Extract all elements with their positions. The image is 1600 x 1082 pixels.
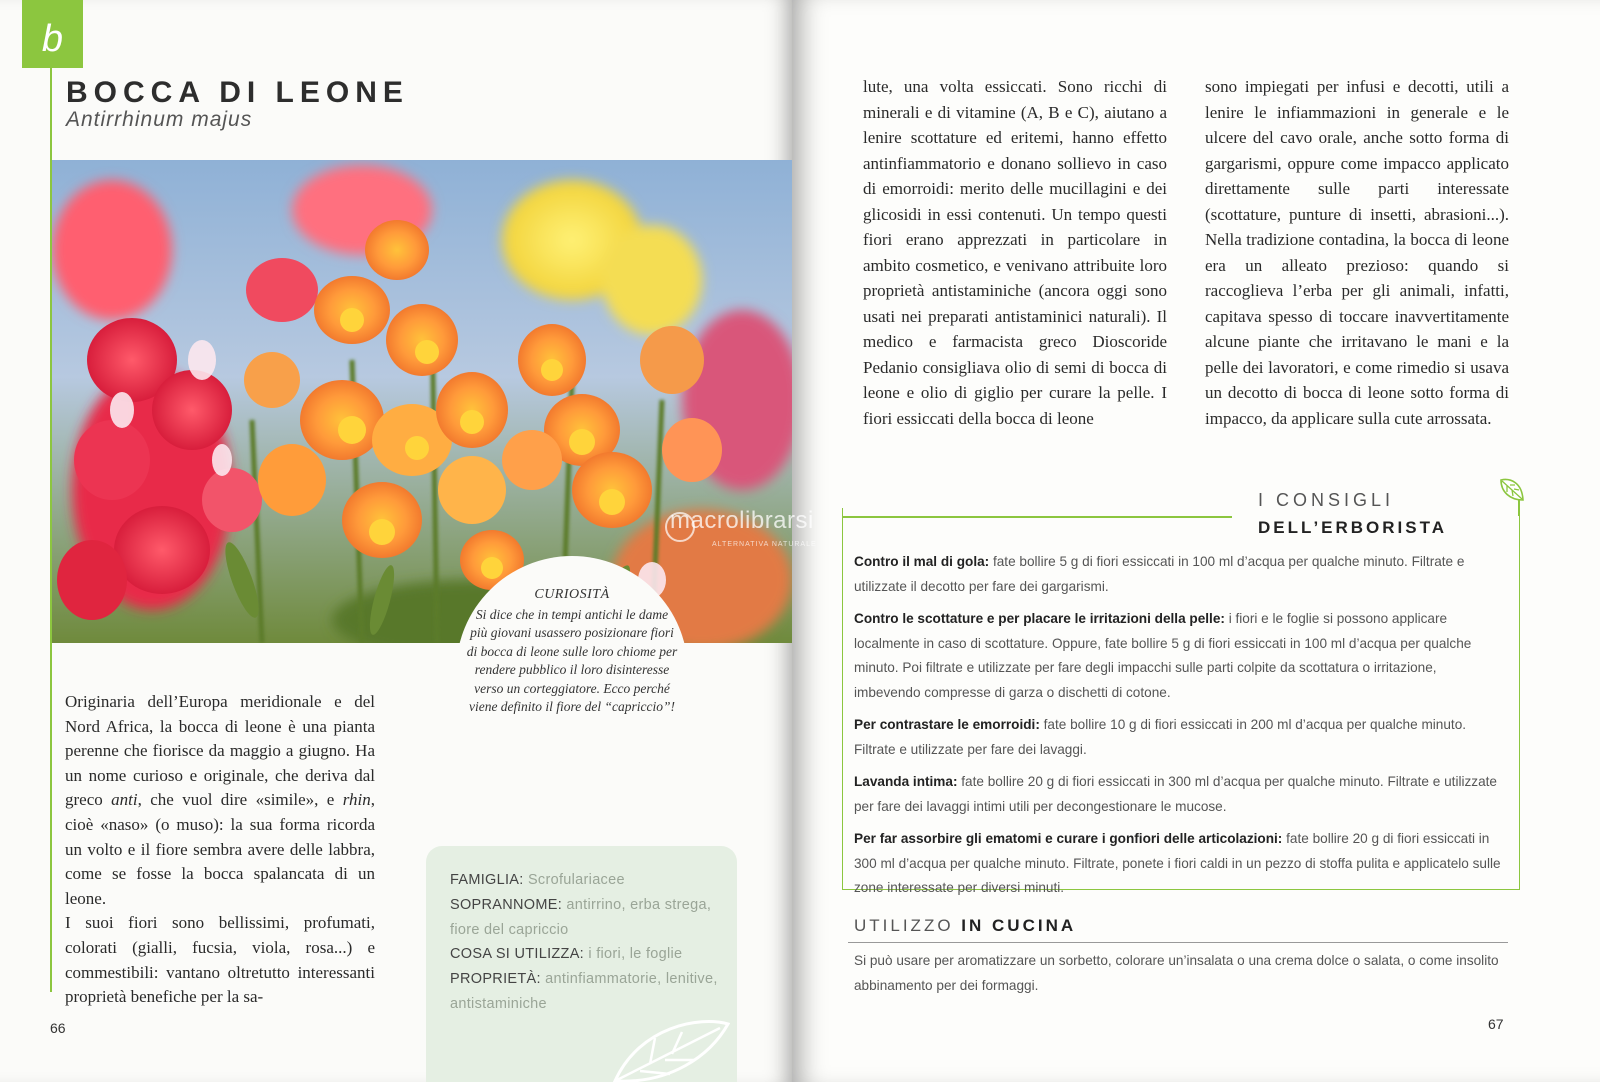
info-value: antinfiammatorie, lenitive, antistaminiche (450, 971, 718, 1012)
plant-info-box (426, 846, 737, 1082)
page-subtitle: Antirrhinum majus (66, 108, 253, 131)
consigli-list (854, 550, 1504, 909)
utilizzo-heading-bold: IN CUCINA (961, 916, 1077, 935)
page-number-right: 67 (1488, 1016, 1504, 1032)
consiglio-item (854, 713, 1504, 762)
intro-text (65, 690, 375, 1010)
utilizzo-text: Si può usare per aromatizzare un sorbetto, colorare un’insalata o una crema dolce o salata, o come insolito abbinamento per dei formaggi. (854, 953, 1499, 993)
right-page (792, 0, 1600, 1082)
info-label: PROPRIETÀ: (450, 971, 541, 988)
info-label: SOPRANNOME: (450, 896, 563, 913)
watermark-tagline: ALTERNATIVA NATURALE (712, 541, 817, 548)
leaf-icon (1498, 476, 1526, 504)
watermark-brand: macrolibrarsi (670, 507, 814, 534)
column-2-paragraph: sono impiegati per infusi e decotti, utili a lenire le infiammazioni in generale e le ulcere del cavo orale, anche sotto forma di gargarismi, oppure come impacco applicato direttamente sulle parti interessate (scottature, punture di insetti, abrasioni...). Nella tradizione contadina, la bocca di leone era un alleato prezioso: quando si raccoglieva l’erba per gli animali, infatti, capitava spesso di toccare inavvertitamente alcune piante che irritavano le mani e la pelle dei lavoratori, e come rimedio si usava un decotto di bocca di leone sotto forma di impacco, da applicare sulla cute arrossata. (1205, 77, 1509, 428)
page-number-left: 66 (50, 1020, 66, 1036)
info-proprieta (450, 967, 720, 1017)
consiglio-text: fate bollire 5 g di fiori essiccati in 100 ml d’acqua per qualche minuto. Filtrate e utilizzate il decotto per fare dei gargarismi. (854, 554, 1465, 594)
consigli-heading-bold: DELL’ERBORISTA (1258, 518, 1448, 537)
info-value: Scrofulariacee (527, 872, 625, 888)
info-label: FAMIGLIA: (450, 872, 524, 888)
intro-text-part: , cioè «naso» (o muso): la sua forma ricorda un volto e il fiore sembra avere delle labbra, come se fosse la bocca spalancata di un leone. (65, 790, 375, 908)
column-1-paragraph: lute, una volta essiccati. Sono ricchi di minerali e di vitamine (A, B e C), aiutano a lenire scottature ed eritemi, hanno effetto antinfiammatorio e donano sollievo in caso di emorroidi: merito delle mucillagini e dei glicosidi in essi contenuti. Un tempo questi fiori erano apprezzati in particolare in ambito cosmetico, e venivano attribuite loro proprietà antistaminiche (ancora oggi sono usati nei preparati antistaminici naturali). Il medico e farmacista greco Dioscoride Pedanio consigliava olio di semi di bocca di leone e olio di giglio per curare la pelle. I fiori essiccati della bocca di leone (863, 77, 1167, 428)
snapdragon-photo (52, 160, 792, 643)
consiglio-label: Lavanda intima: (854, 774, 958, 789)
intro-italic-anti: anti (111, 790, 138, 810)
curiosity-box (466, 586, 678, 717)
consiglio-label: Per contrastare le emorroidi: (854, 717, 1040, 732)
intro-paragraph-1 (65, 690, 375, 911)
consiglio-item (854, 827, 1504, 901)
consiglio-item (854, 550, 1504, 599)
info-famiglia (450, 868, 720, 893)
text-column-1 (863, 74, 1167, 431)
consiglio-label: Contro il mal di gola: (854, 554, 990, 569)
consiglio-item (854, 770, 1504, 819)
consiglio-label: Per far assorbire gli ematomi e curare i gonfiori delle articolazioni: (854, 831, 1283, 846)
info-soprannome (450, 893, 720, 943)
section-letter-tab: b (22, 0, 83, 68)
info-value: antirrino, erba stregа, fiore del capriccio (450, 896, 712, 938)
page-title: BOCCA DI LEONE (66, 76, 409, 109)
leaf-icon (610, 1016, 730, 1082)
consiglio-text: fate bollire 20 g di fiori essiccati in 300 ml d’acqua per qualche minuto. Filtrate e utilizzate per fare dei lavaggi intimi utili per decongestionare le mucose. (854, 774, 1497, 814)
intro-text-part: , che vuol dire «simile», e (137, 790, 343, 810)
text-column-2 (1205, 74, 1509, 431)
intro-text-part: Originaria dell’Europa meridionale e del Nord Africa, la bocca di leone è una pianta perenne che fiorisce da maggio a giugno. Ha un nome curioso e originale, che deriva dal greco (65, 692, 375, 810)
curiosity-title: CURIOSITÀ (534, 587, 610, 602)
intro-paragraph-2: I suoi fiori sono bellissimi, profumati, colorati (gialli, fucsia, viola, rosa...) e commestibili: vantano oltretutto interessanti proprietà benefiche per la sa- (65, 913, 375, 1007)
utilizzo-heading (854, 916, 1076, 936)
utilizzo-divider (848, 942, 1508, 943)
left-page (0, 0, 792, 1082)
curiosity-text: Si dice che in tempi antichi le dame più giovani usassero posizionare fiori di bocca di leone sulle loro chiome per rendere pubblico il loro disinteresse verso un corteggiatore. Ecco perché viene definito il fiore del “capriccio”! (466, 606, 678, 714)
plant-info-list (450, 868, 720, 1017)
consigli-heading-light: I CONSIGLI (1258, 490, 1395, 510)
consiglio-text: fate bollire 20 g di fiori essiccati in 300 ml d’acqua per qualche minuto. Filtrate, ponete i fiori caldi in un pezzo di stoffa pulita e applicatelo sulle zone interessate per diversi minuti. (854, 831, 1501, 895)
consiglio-text: i fiori e le foglie si possono applicare localmente in caso di scottature. Oppure, fate bollire 5 g di fiori essiccati in 100 ml d’acqua per qualche minuto. Poi filtrate e utilizzate per fare degli impacchi sulle parti colpite da scottatura o irritazione, imbevendo compresse di garza o dischetti di cotone. (854, 611, 1472, 700)
intro-italic-rhin: rhin (342, 790, 371, 810)
utilizzo-heading-light: UTILIZZO (854, 916, 954, 935)
info-value: i fiori, le foglie (588, 946, 683, 963)
consiglio-item (854, 607, 1504, 705)
consiglio-label: Contro le scottature e per placare le irritazioni della pelle: (854, 611, 1225, 626)
info-label: COSA SI UTILIZZA: (450, 946, 585, 963)
consiglio-text: fate bollire 10 g di fiori essiccati in 200 ml d’acqua per qualche minuto. Filtrate e utilizzate per fare dei lavaggi. (854, 717, 1467, 757)
info-cosa-si-utilizza (450, 942, 720, 967)
